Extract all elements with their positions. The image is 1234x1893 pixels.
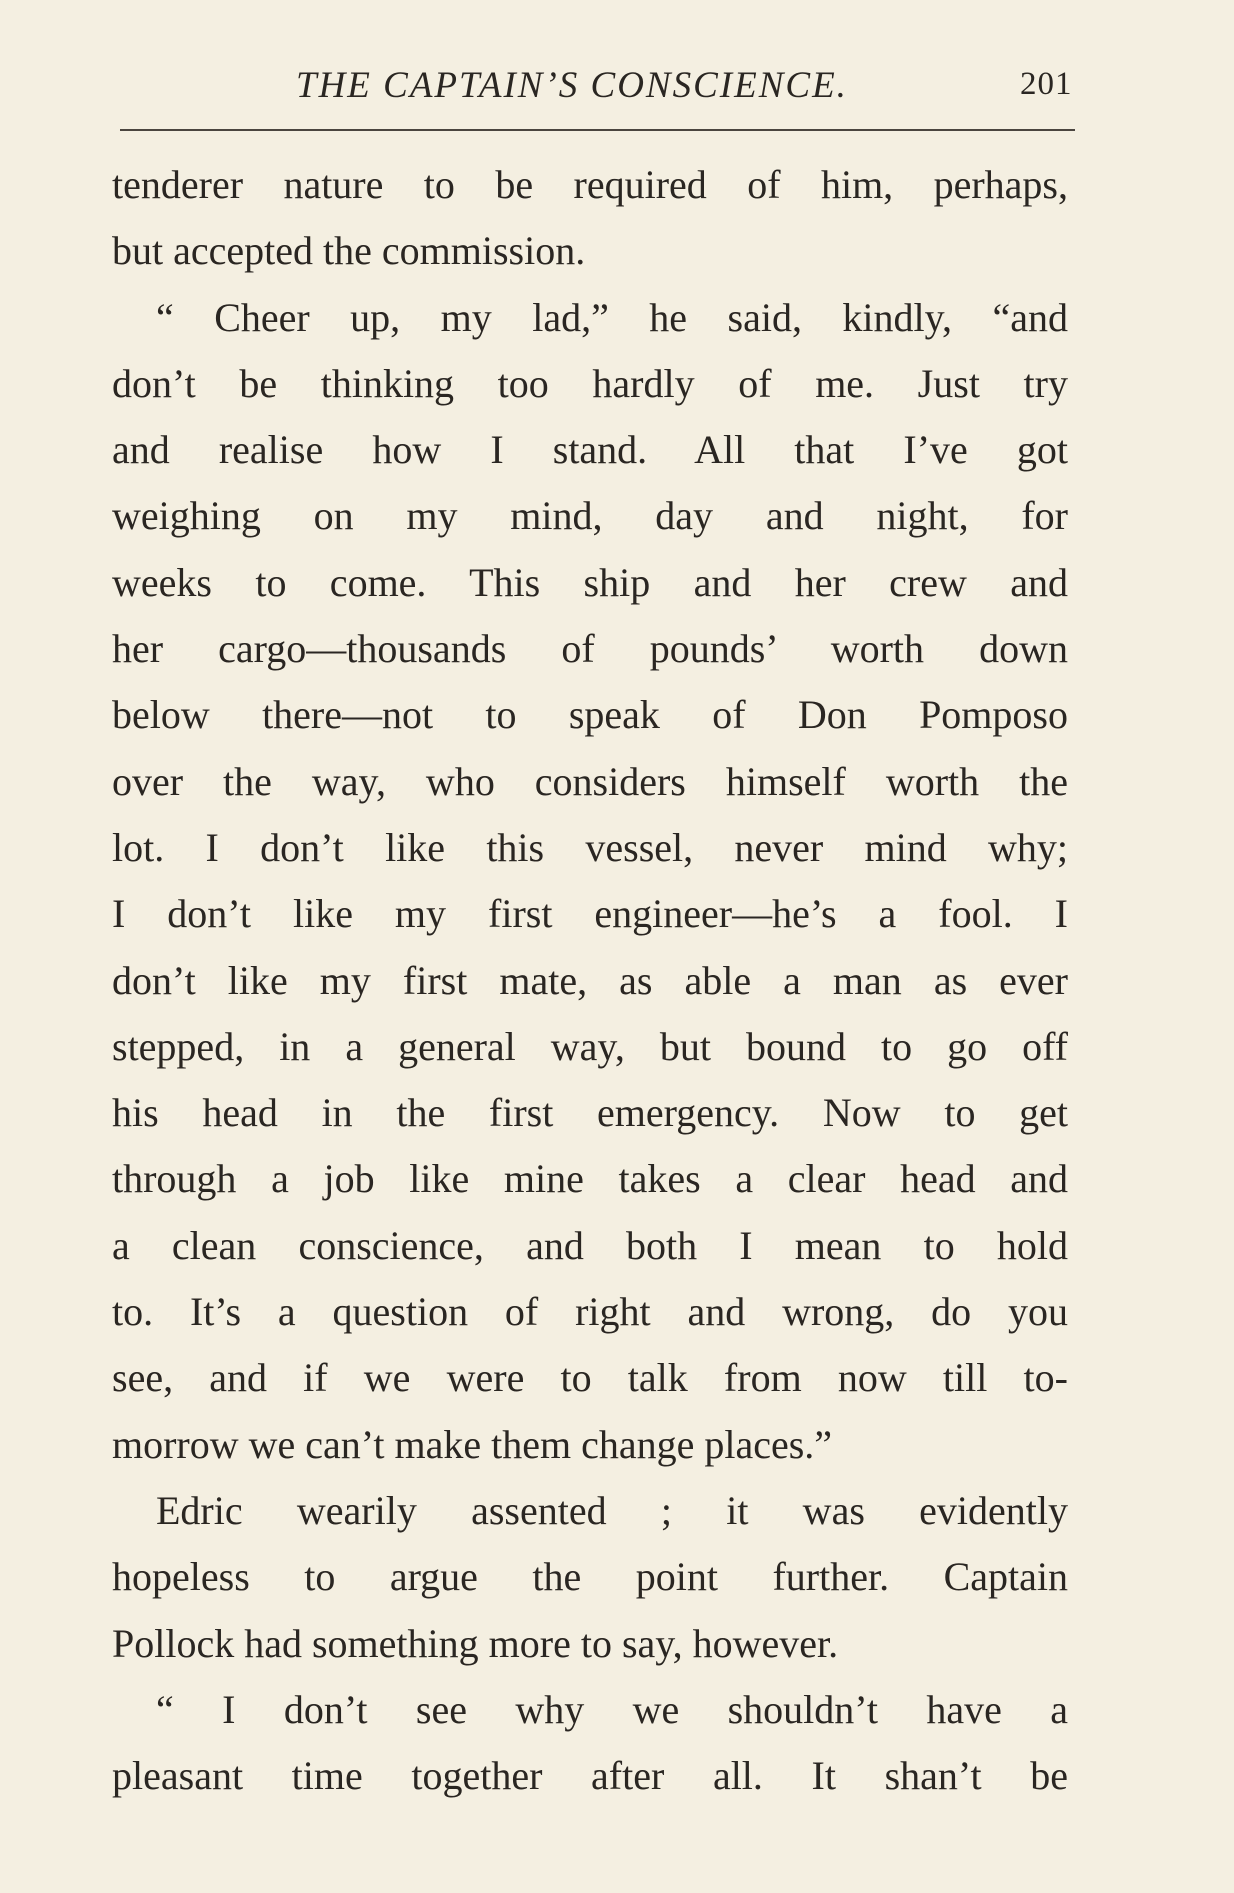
text-line: his head in the first emergency. Now to get: [112, 1090, 1068, 1136]
text-line: weeks to come. This ship and her crew and: [112, 559, 1068, 605]
body-text: [112, 152, 1068, 1809]
page-number: 201: [1020, 66, 1073, 102]
text-line: morrow we can’t make them change places.”: [112, 1421, 833, 1467]
text-line: don’t be thinking too hardly of me. Just try: [112, 360, 1068, 406]
running-title: THE CAPTAIN’S CONSCIENCE.: [296, 65, 848, 106]
text-line: Pollock had something more to say, however.: [112, 1620, 839, 1666]
text-line: a clean conscience, and both I mean to hold: [112, 1222, 1068, 1268]
text-line: Edric wearily assented ; it was evidently: [156, 1487, 1068, 1533]
text-line: I don’t like my first engineer—he’s a fool. I: [112, 891, 1068, 937]
text-line: don’t like my first mate, as able a man as ever: [112, 957, 1068, 1003]
text-line: weighing on my mind, day and night, for: [112, 493, 1068, 539]
text-line: below there—not to speak of Don Pomposo: [112, 692, 1068, 738]
text-line: pleasant time together after all. It shan’t be: [112, 1753, 1068, 1799]
text-line: hopeless to argue the point further. Captain: [112, 1554, 1068, 1600]
text-line: through a job like mine takes a clear head and: [112, 1156, 1068, 1202]
text-line: but accepted the commission.: [112, 228, 586, 274]
text-line: see, and if we were to talk from now till to-: [112, 1355, 1068, 1401]
running-head: [0, 64, 1234, 114]
header-rule: [120, 129, 1075, 131]
text-line: “ Cheer up, my lad,” he said, kindly, “and: [156, 294, 1068, 340]
text-line: her cargo—thousands of pounds’ worth down: [112, 626, 1068, 672]
text-line: tenderer nature to be required of him, perhaps,: [112, 162, 1068, 207]
text-line: lot. I don’t like this vessel, never mind why;: [112, 824, 1068, 870]
text-line: stepped, in a general way, but bound to go off: [112, 1023, 1068, 1069]
text-line: “ I don’t see why we shouldn’t have a: [156, 1686, 1068, 1732]
text-line: to. It’s a question of right and wrong, do you: [112, 1289, 1068, 1335]
text-line: over the way, who considers himself worth the: [112, 758, 1068, 804]
text-line: and realise how I stand. All that I’ve got: [112, 427, 1068, 473]
